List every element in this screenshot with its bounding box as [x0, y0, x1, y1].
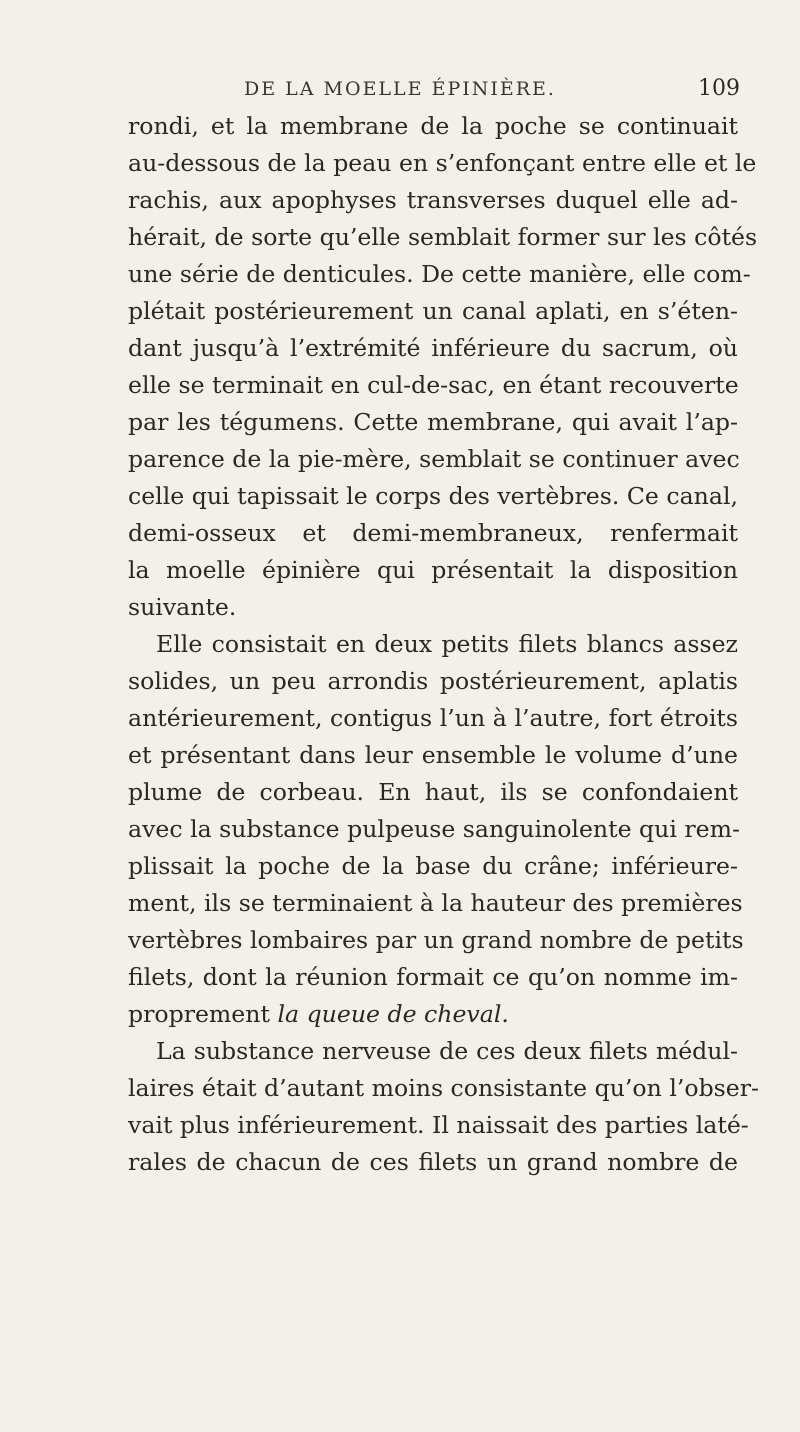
text-line: et présentant dans leur ensemble le volume d’une	[128, 741, 738, 769]
text-line: vertèbres lombaires par un grand nombre de petits	[128, 926, 744, 954]
text-line: plétait postérieurement un canal aplati, en s’éten-	[128, 297, 738, 325]
text-line: hérait, de sorte qu’elle semblait former sur les côtés	[128, 223, 758, 251]
text-line: solides, un peu arrondis postérieurement, aplatis	[128, 667, 738, 695]
text-line: elle se terminait en cul-de-sac, en étant recouverte	[128, 371, 739, 399]
text-line: la moelle épinière qui présentait la disposition	[128, 556, 738, 584]
text-line: rales de chacun de ces filets un grand nombre de	[128, 1148, 738, 1176]
body-text	[128, 108, 759, 1181]
italic-term: la queue de cheval.	[277, 1000, 509, 1028]
text-line: demi-osseux et demi-membraneux, renfermait	[128, 519, 738, 547]
text-line: ment, ils se terminaient à la hauteur des premières	[128, 889, 743, 917]
text-line: dant jusqu’à l’extrémité inférieure du sacrum, où	[128, 334, 738, 362]
page-number: 109	[698, 76, 740, 101]
text-line: plissait la poche de la base du crâne; inférieure-	[128, 852, 738, 880]
text-line: une série de denticules. De cette manière, elle com-	[128, 260, 751, 288]
text-line: plume de corbeau. En haut, ils se confondaient	[128, 778, 738, 806]
text-line: laires était d’autant moins consistante qu’on l’obser-	[128, 1074, 759, 1102]
text-line: avec la substance pulpeuse sanguinolente qui rem-	[128, 815, 740, 843]
paragraph-end-line	[128, 996, 738, 1033]
text-line: vait plus inférieurement. Il naissait des parties laté-	[128, 1111, 749, 1139]
page-header	[60, 78, 740, 112]
running-title: DE LA MOELLE ÉPINIÈRE.	[244, 78, 556, 100]
paragraph-start-line: La substance nerveuse de ces deux filets médul-	[156, 1037, 738, 1065]
paragraph-start-line: Elle consistait en deux petits filets blancs assez	[156, 630, 738, 658]
text-line: filets, dont la réunion formait ce qu’on nomme im-	[128, 963, 738, 991]
text-line: celle qui tapissait le corps des vertèbres. Ce canal,	[128, 482, 738, 510]
text-line: par les tégumens. Cette membrane, qui avait l’ap-	[128, 408, 738, 436]
text-line: antérieurement, contigus l’un à l’autre, fort étroits	[128, 704, 738, 732]
paragraph-end-line: suivante.	[128, 593, 237, 621]
text-line: parence de la pie-mère, semblait se continuer avec	[128, 445, 740, 473]
text-line: au-dessous de la peau en s’enfonçant entre elle et le	[128, 149, 757, 177]
text-line: rondi, et la membrane de la poche se continuait	[128, 112, 738, 140]
text-fragment: proprement	[128, 1000, 270, 1028]
text-line: rachis, aux apophyses transverses duquel elle ad-	[128, 186, 738, 214]
